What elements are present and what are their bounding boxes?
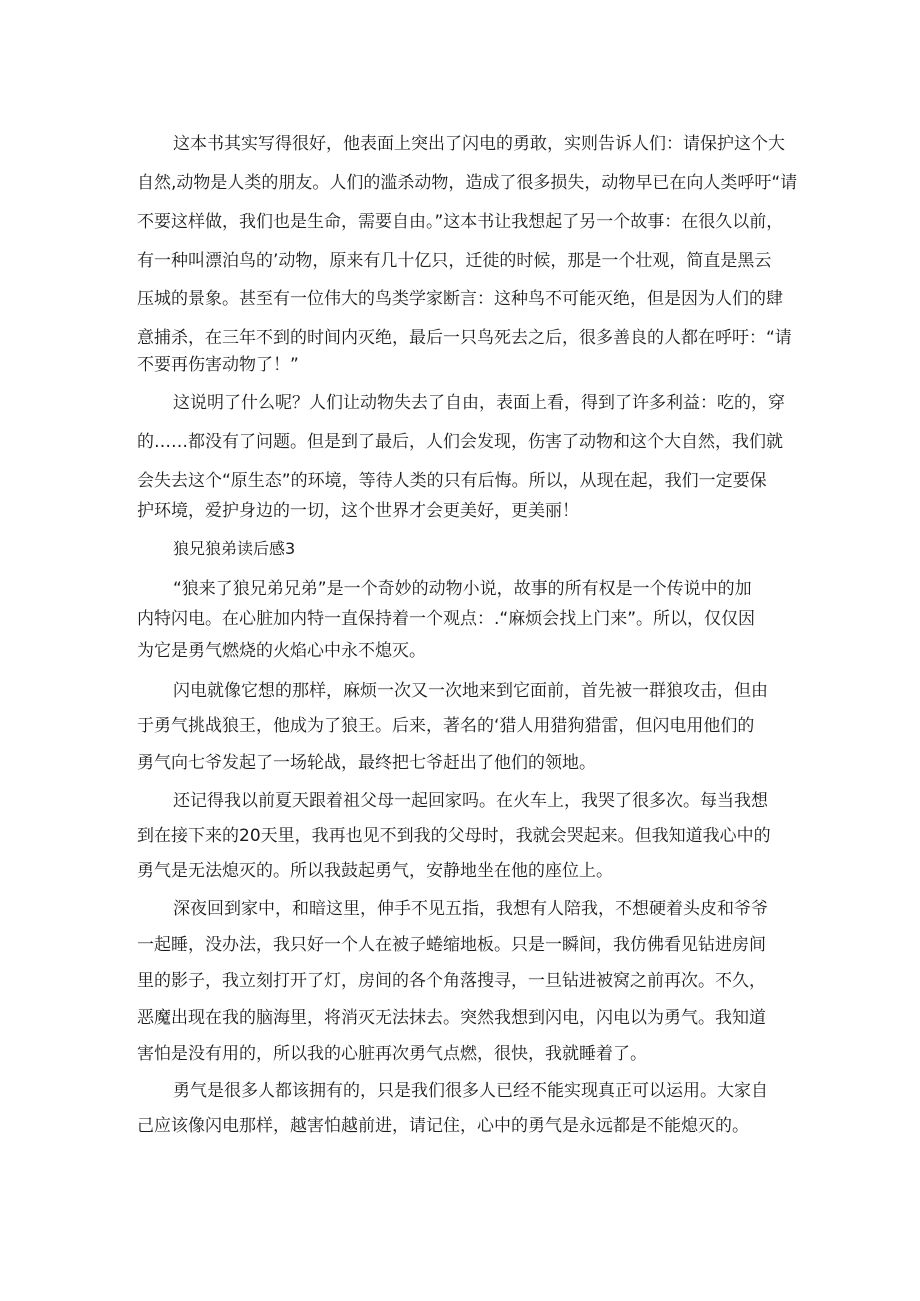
text-line: 深夜回到家中，和暗这里，伸手不见五指，我想有人陪我，不想硬着头皮和爷爷 — [173, 899, 768, 919]
text-line: 勇气是无法熄灭的。所以我鼓起勇气，安静地坐在他的座位上。 — [137, 861, 613, 881]
text-line: 闪电就像它想的那样，麻烦一次又一次地来到它面前，首先被一群狼攻击，但由 — [173, 681, 768, 701]
text-line: 护环境，爱护身边的一切，这个世界才会更美好，更美丽！ — [137, 501, 579, 521]
text-line: 一起睡，没办法，我只好一个人在被子蜷缩地板。只是一瞬间，我仿佛看见钻进房间 — [137, 935, 766, 955]
text-line: 这本书其实写得很好，他表面上突出了闪电的勇敢，实则告诉人们：请保护这个大 — [173, 134, 785, 154]
text-line: 勇气是很多人都该拥有的，只是我们很多人已经不能实现真正可以运用。大家自 — [173, 1081, 768, 1101]
text-line: 为它是勇气燃烧的火焰心中永不熄灭。 — [137, 641, 426, 661]
text-line: 己应该像闪电那样，越害怕越前进，请记住，心中的勇气是永远都是不能熄灭的。 — [137, 1116, 749, 1136]
text-line: 压城的景象。甚至有一位伟大的鸟类学家断言：这种鸟不可能灭绝，但是因为人们的肆 — [137, 289, 783, 309]
text-line: 内特闪电。在心脏加内特一直保持着一个观点：.“麻烦会找上门来”。所以，仅仅因 — [137, 609, 756, 629]
text-line: 里的影子，我立刻打开了灯，房间的各个角落搜寻，一旦钻进被窝之前再次。不久， — [137, 971, 766, 991]
text-line: “狼来了狼兄弟兄弟”是一个奇妙的动物小说，故事的所有权是一个传说中的加 — [173, 579, 752, 599]
text-line: 意捕杀，在三年不到的时间内灭绝，最后一只鸟死去之后，很多善良的人都在呼吁：“请 — [137, 328, 792, 348]
text-line: 有一种叫漂泊鸟的’动物，原来有几十亿只，迁徙的时候，那是一个壮观，简直是黑云 — [137, 251, 772, 271]
text-line: 害怕是没有用的，所以我的心脏再次勇气点燃，很快，我就睡着了。 — [137, 1044, 647, 1064]
text-line: 勇气向七爷发起了一场轮战，最终把七爷赶出了他们的领地。 — [137, 753, 596, 773]
text-line: 这说明了什么呢？人们让动物失去了自由，表面上看，得到了许多利益：吃的，穿 — [173, 393, 785, 413]
text-line: 不要再伤害动物了！” — [137, 355, 299, 375]
section-heading: 狼兄狼弟读后感3 — [173, 539, 296, 558]
text-line: 于勇气挑战狼王，他成为了狼王。后来，著名的‘猎人用猎狗猎雷，但闪电用他们的 — [137, 716, 755, 736]
text-line: 自然,动物是人类的朋友。人们的滥杀动物，造成了很多损失，动物早已在向人类呼吁“请 — [137, 173, 798, 193]
text-line: 恶魔出现在我的脑海里，将消灭无法抹去。突然我想到闪电，闪电以为勇气。我知道 — [137, 1008, 766, 1028]
text-line: 会失去这个“原生态”的环境，等待人类的只有后悔。所以，从现在起，我们一定要保 — [137, 471, 767, 491]
text-line: 到在接下来的20天里，我再也见不到我的父母时，我就会哭起来。但我知道我心中的 — [137, 826, 771, 846]
text-line: 还记得我以前夏天跟着祖父母一起回家吗。在火车上，我哭了很多次。每当我想 — [173, 791, 768, 811]
text-line: 的……都没有了问题。但是到了最后，人们会发现，伤害了动物和这个大自然，我们就 — [137, 432, 783, 452]
text-line: 不要这样做，我们也是生命，需要自由。”这本书让我想起了另一个故事：在很久以前， — [137, 212, 784, 232]
